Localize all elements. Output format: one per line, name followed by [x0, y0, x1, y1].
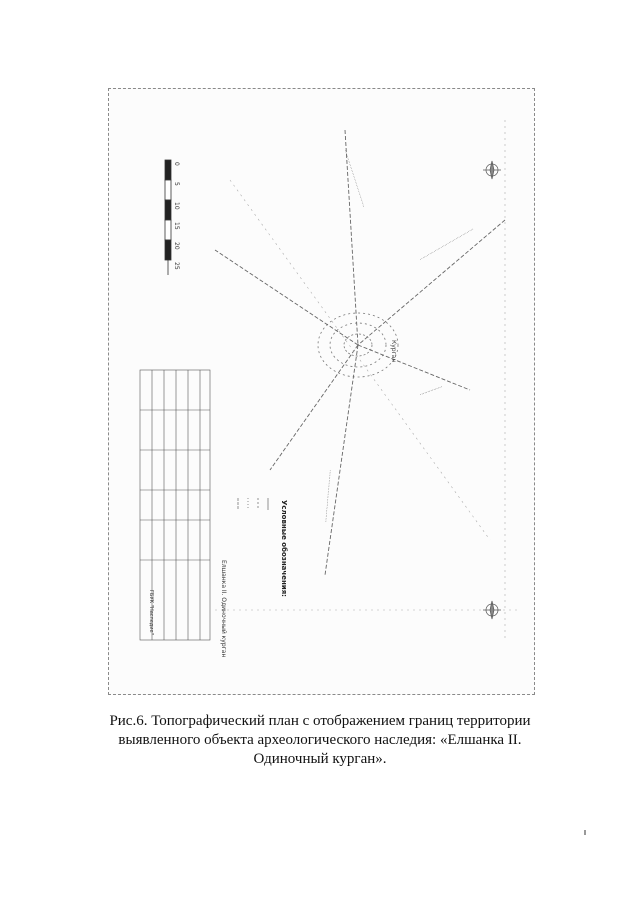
- boundary-line: [270, 345, 358, 470]
- scale-bar: [165, 160, 171, 275]
- scale-number: 25: [173, 262, 180, 270]
- north-arrow-icon: [483, 161, 501, 179]
- boundary-line: [358, 345, 470, 390]
- stamp-title-group: [220, 560, 227, 657]
- north-arrow-icon: [483, 601, 501, 619]
- boundary-line: [215, 250, 358, 345]
- site-label: Курган: [390, 340, 397, 363]
- scale-numbers: [173, 162, 180, 270]
- boundary-line: [325, 345, 358, 575]
- scan-speck: [584, 830, 586, 835]
- stamp-org-group: [148, 590, 154, 635]
- legend-entries: [238, 498, 268, 510]
- coordinate-label: .................................: [323, 469, 334, 523]
- scale-number: 20: [173, 242, 180, 250]
- scale-number: 5: [173, 182, 180, 186]
- coordinate-label: ...............: [418, 383, 444, 397]
- scale-number: 0: [173, 162, 180, 166]
- figure-caption: Рис.6. Топографический план с отображением границ территории выявленного объекта археологического наследия: «Елшанка II. Одиночный курган».: [109, 713, 531, 767]
- legend-title-group: [280, 500, 288, 597]
- scale-bar-segment: [165, 160, 171, 180]
- scale-bar-segment: [165, 220, 171, 240]
- grid-line: [230, 180, 490, 540]
- scale-bar-segment: [165, 240, 171, 260]
- stamp-title: Елшанка II. Одиночный курган: [220, 560, 227, 658]
- coordinate-label: .......................................: [418, 225, 475, 262]
- stamp-org: ГБУК "Наследие": [148, 590, 154, 635]
- plan-labels: [323, 149, 475, 523]
- coordinate-label: ......................................: [343, 148, 368, 209]
- scale-number: 15: [173, 222, 180, 230]
- scale-bar-segment: [165, 180, 171, 200]
- scale-number: 10: [173, 202, 180, 210]
- dashed-grid: [215, 120, 520, 640]
- scale-bar-segment: [165, 200, 171, 220]
- boundary-line: [358, 220, 505, 345]
- legend-title: Условные обозначения:: [280, 500, 288, 597]
- site-label-group: [390, 340, 397, 362]
